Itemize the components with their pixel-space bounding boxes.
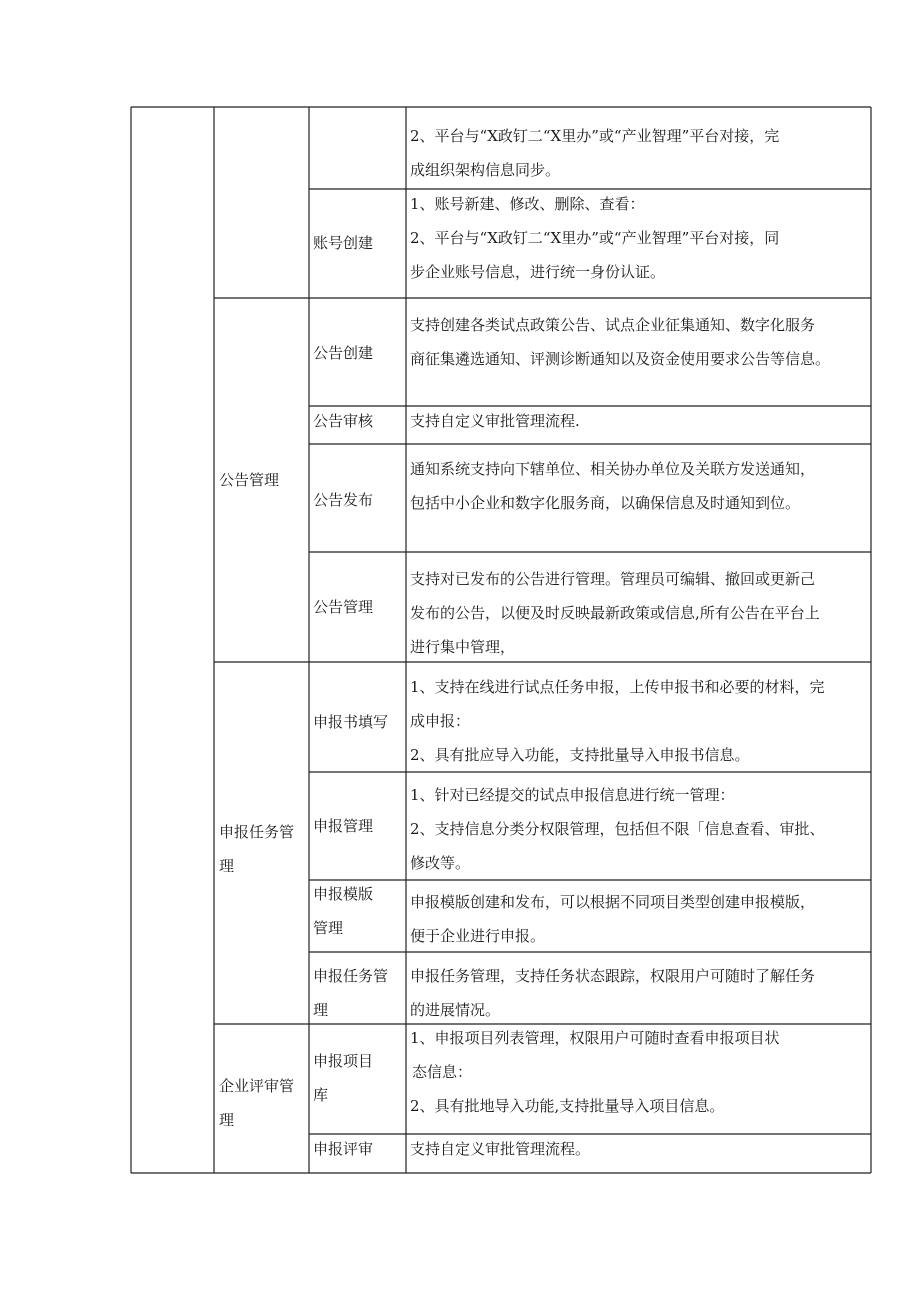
cell-announce-manage: 公告管理 xyxy=(313,598,374,616)
content-line: 态信息： xyxy=(412,1063,473,1081)
content-line: 支持自定义审批管理流程。 xyxy=(410,1140,591,1158)
content-line: 1、账号新建、修改、删除、查看： xyxy=(410,195,645,213)
content-line: 发布的公告，以便及时反映最新政策或信息,所有公告在平台上 xyxy=(410,604,820,622)
content-line: 申报任务管理，支持任务状态跟踪，权限用户可随时了解任务 xyxy=(410,967,816,985)
content-line: 包括中小企业和数字化服务商，以确保信息及时通知到位。 xyxy=(410,494,801,512)
cell-apply-manage: 申报管理 xyxy=(313,817,374,835)
content-line: 支持对已发布的公告进行管理。管理员可编辑、撤回或更新己 xyxy=(410,570,816,588)
row-sync-org-content xyxy=(409,119,871,187)
cell-label-line: 库 xyxy=(313,1086,329,1104)
cell-announce-publish: 公告发布 xyxy=(313,491,374,509)
cell-label-line: 申报模版 xyxy=(313,885,374,903)
content-line: 成组织架构信息同步。 xyxy=(410,161,561,179)
cell-label-line: 管理 xyxy=(313,919,344,937)
content-line: 支持创建各类试点政策公告、试点企业征集通知、数字化服务 xyxy=(410,316,816,334)
content-line: 1、支持在线进行试点任务申报，上传申报书和必要的材料，完 xyxy=(410,678,825,696)
cell-apply-template xyxy=(312,877,404,945)
group-enterprise-review-management xyxy=(217,1069,309,1137)
row-announce-review-content xyxy=(409,404,871,438)
cell-label-line: 申报任务管 xyxy=(313,967,389,985)
content-line: 修改等。 xyxy=(410,854,471,872)
content-line: 便于企业进行申报。 xyxy=(410,927,546,945)
row-apply-manage-content xyxy=(409,778,871,880)
cell-announce-review: 公告审核 xyxy=(313,412,374,430)
content-line: 申报模版创建和发布，可以根据不同项目类型创建申报模版， xyxy=(410,893,816,911)
row-apply-template-content xyxy=(409,885,871,953)
row-apply-project-library-content xyxy=(409,1021,871,1123)
row-apply-review-content xyxy=(409,1132,871,1166)
group-label-line: 申报任务管 xyxy=(219,823,295,841)
content-line: 步企业账号信息，进行统一身份认证。 xyxy=(410,263,666,281)
cell-account-create: 账号创建 xyxy=(313,234,374,252)
content-line: 的进展情况。 xyxy=(410,1001,501,1019)
content-line: 商征集遴选通知、评测诊断通知以及资金使用要求公告等信息。 xyxy=(410,350,831,368)
content-line: 2、支持信息分类分权限管理，包括但不限「信息查看、审批、 xyxy=(410,820,825,838)
row-announce-publish-content xyxy=(409,452,871,520)
row-account-create-content xyxy=(409,187,871,289)
group-label-line: 企业评审管 xyxy=(219,1077,295,1095)
cell-announce-create: 公告创建 xyxy=(313,344,374,362)
content-line: 2、平台与“X政钉二“X里办”或“产业智理”平台对接，同 xyxy=(410,229,780,247)
group-announcement-management: 公告管理 xyxy=(219,471,280,489)
group-label-line: 理 xyxy=(219,857,235,875)
content-line: 成申报： xyxy=(410,712,471,730)
row-apply-task-manage-content xyxy=(409,959,871,1027)
content-line: 进行集中管理， xyxy=(410,638,516,656)
content-line: 2、具有批地导入功能,支持批量导入项目信息。 xyxy=(410,1097,725,1115)
group-apply-task-management xyxy=(217,815,309,883)
cell-label-line: 理 xyxy=(313,1001,329,1019)
cell-apply-project-library xyxy=(312,1044,404,1112)
content-line: 2、平台与“X政钉二“X里办”或“产业智理”平台对接，完 xyxy=(410,127,780,145)
cell-apply-fill: 申报书填写 xyxy=(313,713,389,731)
group-label-line: 理 xyxy=(219,1111,235,1129)
content-line: 通知系统支持向下辖单位、相关协办单位及关联方发送通知， xyxy=(410,460,816,478)
row-announce-create-content xyxy=(409,308,871,376)
content-line: 1、申报项目列表管理，权限用户可随时查看申报项目状 xyxy=(410,1029,780,1047)
content-line: 支持自定义审批管理流程. xyxy=(410,412,580,430)
row-apply-fill-content xyxy=(409,670,871,772)
cell-apply-task-manage xyxy=(312,959,404,1027)
content-line: 1、针对已经提交的试点申报信息进行统一管理： xyxy=(410,786,735,804)
cell-label-line: 申报项目 xyxy=(313,1052,374,1070)
cell-apply-review: 申报评审 xyxy=(313,1140,374,1158)
row-announce-manage-content xyxy=(409,562,871,664)
content-line: 2、具有批应导入功能，支持批量导入申报书信息。 xyxy=(410,746,750,764)
